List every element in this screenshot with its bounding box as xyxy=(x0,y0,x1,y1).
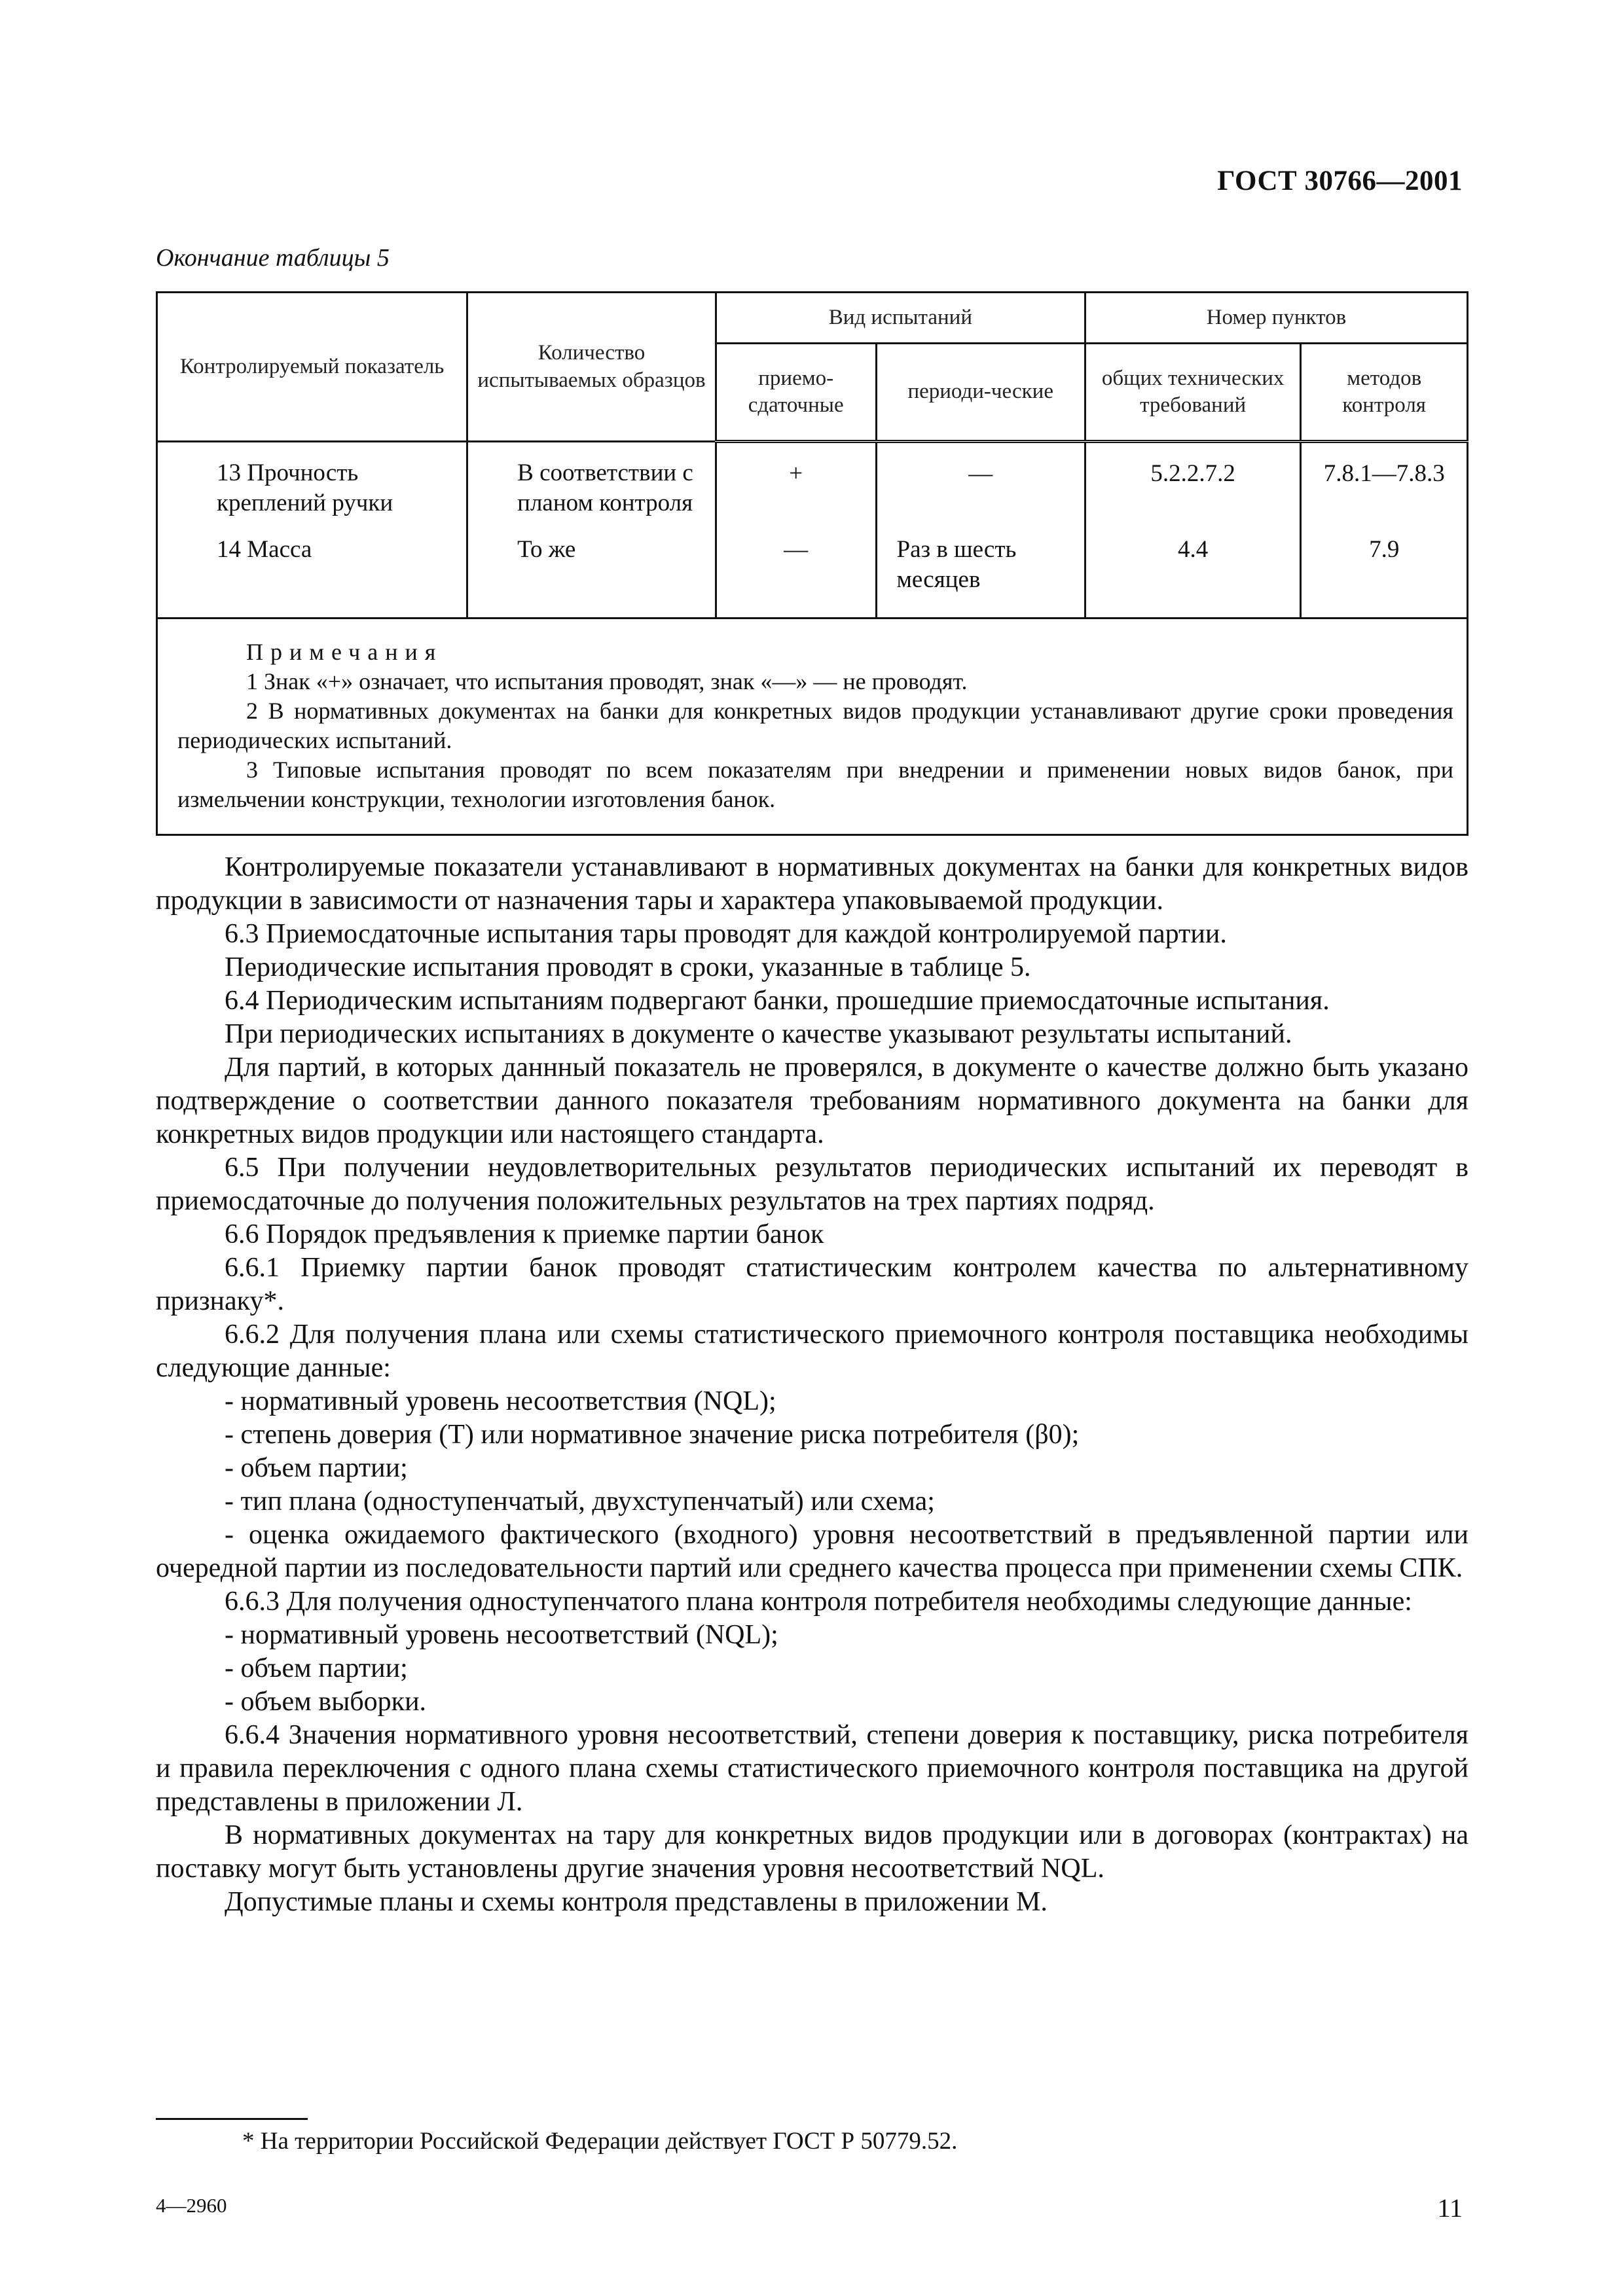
note-item: 1 Знак «+» означает, что испытания проводят, знак «—» — не проводят. xyxy=(246,668,968,694)
header-acceptance: приемо-сдаточные xyxy=(716,344,876,442)
paragraph: Для партий, в которых даннный показатель не проверялся, в документе о качестве должно быть указано подтверждение о соответствии данного показателя требованиям нормативного документа на банки для конкретных видов продукции или настоящего стандарта. xyxy=(156,1052,1468,1149)
table-5 xyxy=(156,291,1468,836)
list-item: - степень доверия (Т) или нормативное значение риска потребителя (β0); xyxy=(225,1420,1080,1450)
row-methods: 7.9 xyxy=(1301,523,1468,619)
note-item: 2 В нормативных документах на банки для конкретных видов продукции устанавливают другие сроки проведения периодических испытаний. xyxy=(177,698,1453,753)
paragraph: 6.6.4 Значения нормативного уровня несоответствий, степени доверия к поставщику, риска потребителя и правила переключения с одного плана схемы статистического приемочного контроля поставщика на другой представлены в приложении Л. xyxy=(156,1720,1468,1817)
paragraph: 6.6.1 Приемку партии банок проводят статистическим контролем качества по альтернативному признаку*. xyxy=(156,1253,1468,1316)
header-general-requirements: общих технических требований xyxy=(1085,344,1300,442)
header-indicator: Контролируемый показатель xyxy=(157,293,467,442)
row-acceptance: + xyxy=(716,442,876,523)
header-test-type: Вид испытаний xyxy=(716,293,1085,344)
header-samples: Количество испытываемых образцов xyxy=(467,293,716,442)
paragraph: Периодические испытания проводят в сроки, указанные в таблице 5. xyxy=(225,952,1031,982)
header-control-methods: методов контроля xyxy=(1301,344,1468,442)
table-row xyxy=(157,442,1468,523)
paragraph: В нормативных документах на тару для конкретных видов продукции или в договорах (контрактах) на поставку могут быть установлены другие значения уровня несоответствий NQL. xyxy=(156,1820,1468,1884)
paragraph: Контролируемые показатели устанавливают в нормативных документах на банки для конкретных видов продукции в зависимости от назначения тары и характера упаковываемой продукции. xyxy=(156,852,1468,916)
footnote: * На территории Российской Федерации действует ГОСТ Р 50779.52. xyxy=(242,2128,958,2155)
notes-title: Примечания xyxy=(246,639,443,665)
table-continuation-label: Окончание таблицы 5 xyxy=(156,244,390,272)
row-periodic: Раз в шесть месяцев xyxy=(876,523,1085,619)
print-code: 4—2960 xyxy=(156,2194,227,2217)
list-item: - нормативный уровень несоответствий (NQL); xyxy=(225,1620,778,1650)
row-periodic: — xyxy=(876,442,1085,523)
paragraph: 6.6.2 Для получения плана или схемы статистического приемочного контроля поставщика необходимы следующие данные: xyxy=(156,1319,1468,1383)
row-acceptance: — xyxy=(716,523,876,619)
header-periodic: периоди-ческие xyxy=(876,344,1085,442)
row-methods: 7.8.1—7.8.3 xyxy=(1301,442,1468,523)
list-item: - объем партии; xyxy=(225,1653,408,1683)
paragraph: 6.6 Порядок предъявления к приемке партии банок xyxy=(225,1219,824,1249)
table-notes-row xyxy=(157,619,1468,835)
row-general: 5.2.2.7.2 xyxy=(1085,442,1300,523)
paragraph: 6.3 Приемосдаточные испытания тары проводят для каждой контролируемой партии. xyxy=(225,919,1227,949)
footnote-divider xyxy=(156,2118,308,2120)
paragraph: При периодических испытаниях в документе о качестве указывают результаты испытаний. xyxy=(225,1019,1292,1049)
paragraph: 6.5 При получении неудовлетворительных результатов периодических испытаний их переводят в приемосдаточные до получения положительных результатов на трех партиях подряд. xyxy=(156,1153,1468,1216)
row-indicator: 14 Масса xyxy=(157,523,467,619)
row-indicator: 13 Прочность креплений ручки xyxy=(157,442,467,523)
paragraph: 6.4 Периодическим испытаниям подвергают банки, прошедшие приемосдаточные испытания. xyxy=(225,986,1330,1016)
note-item: 3 Типовые испытания проводят по всем показателям при внедрении и применении новых видов банок, при измельчении конструкции, технологии изготовления банок. xyxy=(177,757,1453,812)
list-item: - объем партии; xyxy=(225,1453,408,1483)
row-samples: То же xyxy=(467,523,716,619)
document-code: ГОСТ 30766—2001 xyxy=(1217,166,1463,196)
list-item: - нормативный уровень несоответствия (NQL); xyxy=(225,1386,776,1416)
row-samples: В соответствии с планом контроля xyxy=(467,442,716,523)
list-item: - оценка ожидаемого фактического (входного) уровня несоответствий в предъявленной партии или очередной партии из последовательности партий или среднего качества процесса при применении схемы СПК. xyxy=(156,1520,1468,1583)
paragraph: Допустимые планы и схемы контроля представлены в приложении М. xyxy=(225,1887,1048,1917)
list-item: - тип плана (одноступенчатый, двухступенчатый) или схема; xyxy=(225,1486,935,1516)
row-general: 4.4 xyxy=(1085,523,1300,619)
table-row xyxy=(157,523,1468,619)
body-text xyxy=(156,851,1468,1919)
table-notes xyxy=(157,619,1468,835)
paragraph: 6.6.3 Для получения одноступенчатого плана контроля потребителя необходимы следующие данные: xyxy=(225,1587,1412,1617)
header-clause-numbers: Номер пунктов xyxy=(1085,293,1467,344)
page-number: 11 xyxy=(1437,2193,1463,2223)
list-item: - объем выборки. xyxy=(225,1687,427,1717)
